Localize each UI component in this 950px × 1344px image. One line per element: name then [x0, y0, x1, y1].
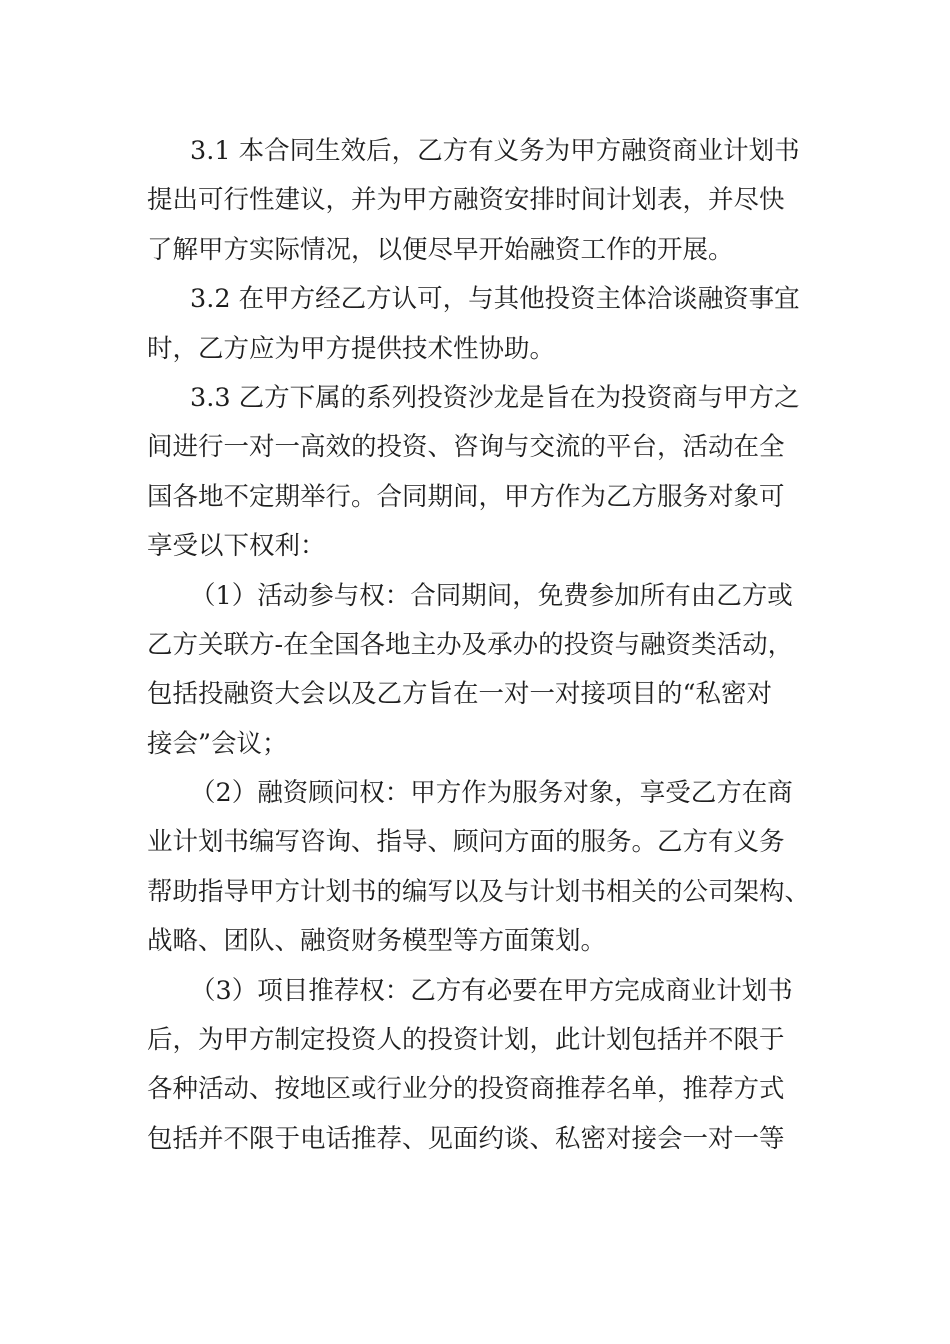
text-line: 提出可行性建议，并为甲方融资安排时间计划表，并尽快 [147, 185, 785, 216]
text-line: 3.2 在甲方经乙方认可，与其他投资主体洽谈融资事宜 [190, 284, 800, 315]
text-line: 享受以下权利： [147, 531, 326, 562]
contract-text-body [147, 127, 811, 1164]
text-line: 业计划书编写咨询、指导、顾问方面的服务。乙方有义务 [147, 827, 785, 858]
text-line: 乙方关联方-在全国各地主办及承办的投资与融资类活动， [147, 629, 794, 660]
text-line: 后，为甲方制定投资人的投资计划，此计划包括并不限于 [147, 1025, 785, 1056]
text-line: 国各地不定期举行。合同期间，甲方作为乙方服务对象可 [147, 481, 785, 512]
text-line: 包括投融资大会以及乙方旨在一对一对接项目的“私密对 [147, 679, 773, 710]
text-line: 了解甲方实际情况，以便尽早开始融资工作的开展。 [147, 234, 734, 265]
text-line: 各种活动、按地区或行业分的投资商推荐名单，推荐方式 [147, 1074, 785, 1105]
text-line: （2）融资顾问权：甲方作为服务对象，享受乙方在商 [190, 778, 793, 809]
text-line: （1）活动参与权：合同期间，免费参加所有由乙方或 [190, 580, 793, 611]
text-line: 3.1 本合同生效后，乙方有义务为甲方融资商业计划书 [190, 136, 800, 166]
text-line: 战略、团队、融资财务模型等方面策划。 [147, 926, 607, 957]
text-line: 包括并不限于电话推荐、见面约谈、私密对接会一对一等 [147, 1123, 785, 1154]
text-line: 3.3 乙方下属的系列投资沙龙是旨在为投资商与甲方之 [190, 382, 800, 413]
text-line: 帮助指导甲方计划书的编写以及与计划书相关的公司架构、 [147, 876, 811, 907]
text-line: 接会”会议； [147, 728, 288, 759]
text-line: （3）项目推荐权：乙方有必要在甲方完成商业计划书 [190, 975, 793, 1006]
text-line: 时，乙方应为甲方提供技术性协助。 [147, 333, 556, 364]
text-line: 间进行一对一高效的投资、咨询与交流的平台，活动在全 [147, 432, 785, 463]
